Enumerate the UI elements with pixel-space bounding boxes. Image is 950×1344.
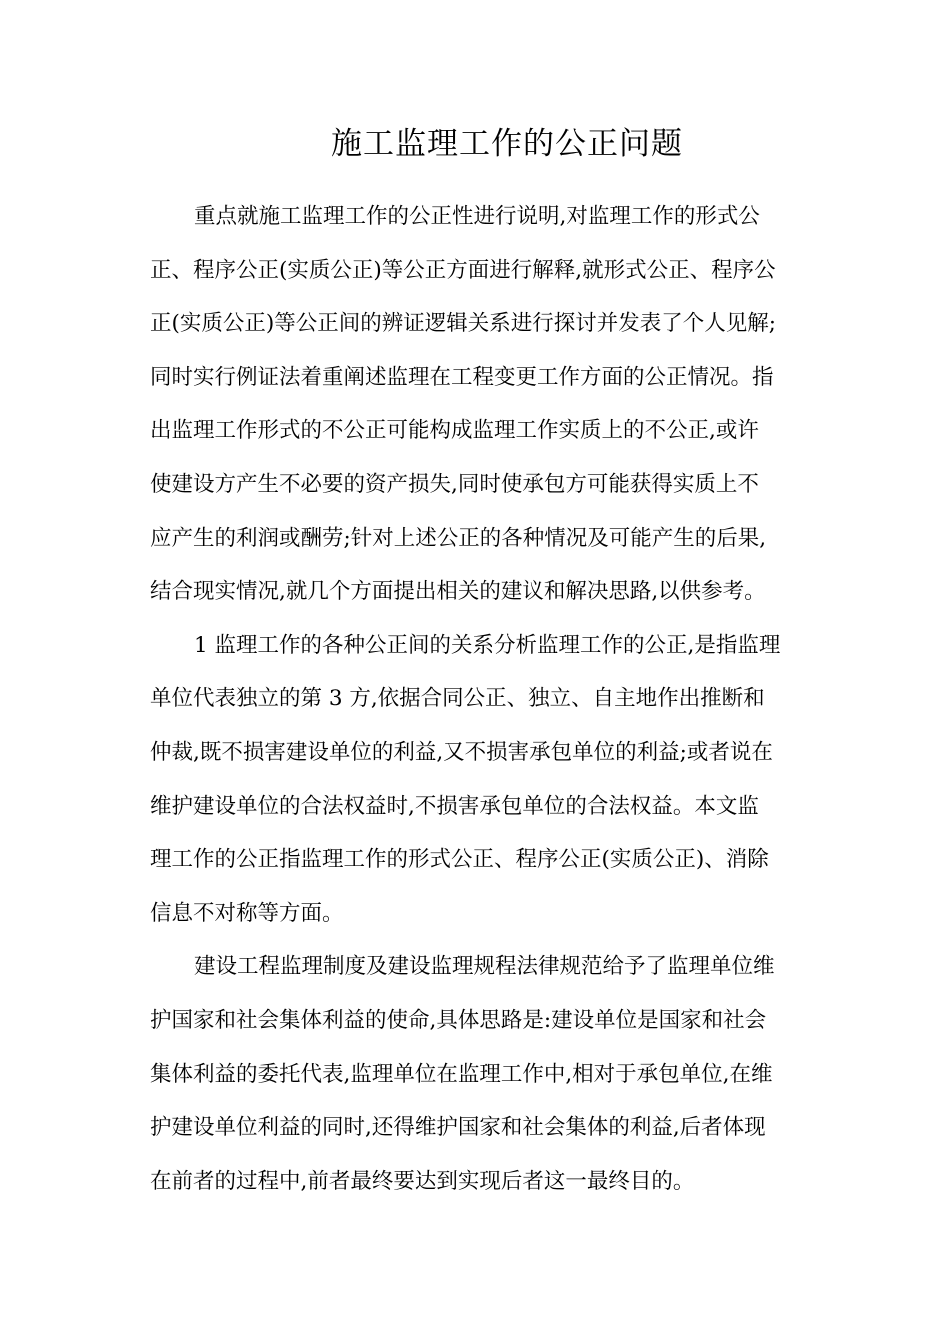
paragraph-line: 仲裁,既不损害建设单位的利益,又不损害承包单位的利益;或者说在 xyxy=(150,739,773,765)
paragraph-line: 正(实质公正)等公正间的辨证逻辑关系进行探讨并发表了个人见解; xyxy=(150,311,777,337)
paragraph-line: 1 监理工作的各种公正间的关系分析监理工作的公正,是指监理 xyxy=(194,632,781,658)
paragraph-line: 出监理工作形式的不公正可能构成监理工作实质上的不公正,或许 xyxy=(150,418,759,444)
paragraph-line: 应产生的利润或酬劳;针对上述公正的各种情况及可能产生的后果, xyxy=(150,525,767,551)
paragraph-1 xyxy=(150,190,800,619)
paragraph-line: 正、程序公正(实质公正)等公正方面进行解释,就形式公正、程序公 xyxy=(150,257,776,283)
paragraph-line: 建设工程监理制度及建设监理规程法律规范给予了监理单位维 xyxy=(194,954,775,980)
document-title: 施工监理工作的公正问题 xyxy=(331,126,683,162)
paragraph-line: 在前者的过程中,前者最终要达到实现后者这一最终目的。 xyxy=(150,1168,695,1194)
paragraph-line: 结合现实情况,就几个方面提出相关的建议和解决思路,以供参考。 xyxy=(150,579,766,605)
paragraph-line: 维护建设单位的合法权益时,不损害承包单位的合法权益。本文监 xyxy=(150,793,759,819)
paragraph-line: 信息不对称等方面。 xyxy=(150,900,344,926)
paragraph-line: 护国家和社会集体利益的使命,具体思路是:建设单位是国家和社会 xyxy=(150,1007,767,1033)
paragraph-line: 护建设单位利益的同时,还得维护国家和社会集体的利益,后者体现 xyxy=(150,1115,766,1141)
paragraph-2 xyxy=(150,619,800,941)
paragraph-line: 同时实行例证法着重阐述监理在工程变更工作方面的公正情况。指 xyxy=(150,364,774,390)
paragraph-3 xyxy=(150,940,800,1208)
document-body xyxy=(150,190,800,1208)
paragraph-line: 集体利益的委托代表,监理单位在监理工作中,相对于承包单位,在维 xyxy=(150,1061,773,1087)
paragraph-line: 重点就施工监理工作的公正性进行说明,对监理工作的形式公 xyxy=(194,204,760,229)
paragraph-line: 理工作的公正指监理工作的形式公正、程序公正(实质公正)、消除 xyxy=(150,847,769,873)
paragraph-line: 使建设方产生不必要的资产损失,同时使承包方可能获得实质上不 xyxy=(150,471,759,497)
paragraph-line: 单位代表独立的第 3 方,依据合同公正、独立、自主地作出推断和 xyxy=(150,686,765,712)
